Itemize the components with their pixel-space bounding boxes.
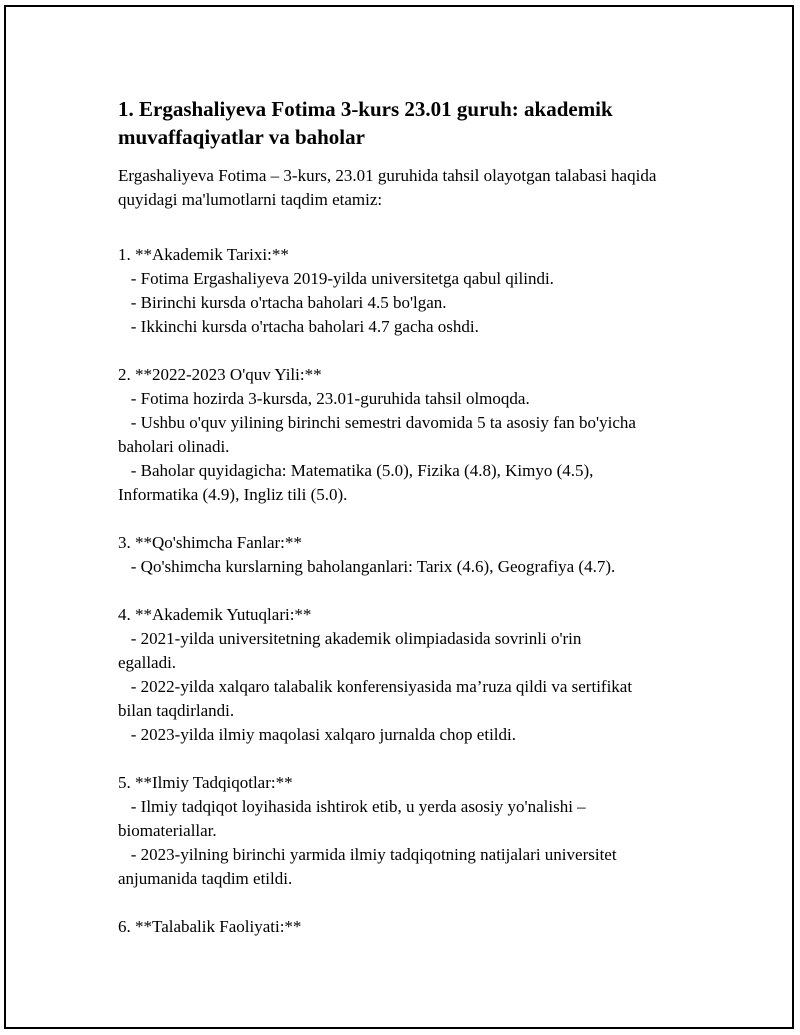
list-item: - Ushbu o'quv yilining birinchi semestri davomida 5 ta asosiy fan bo'yicha [118, 413, 636, 432]
list-item-continuation: Informatika (4.9), Ingliz tili (5.0). [118, 485, 348, 504]
list-item-continuation: anjumanida taqdim etildi. [118, 869, 293, 888]
list-item-continuation: bilan taqdirlandi. [118, 701, 235, 720]
list-item: - 2021-yilda universitetning akademik olimpiadasida sovrinli o'rin [118, 629, 582, 648]
list-item-continuation: biomateriallar. [118, 821, 217, 840]
list-item: - 2023-yilda ilmiy maqolasi xalqaro jurnalda chop etildi. [118, 725, 516, 744]
section-heading-qoshimcha-fanlar: 3. **Qo'shimcha Fanlar:** [118, 533, 302, 552]
section-heading-akademik-yutuqlari: 4. **Akademik Yutuqlari:** [118, 605, 312, 624]
section-heading-oquv-yili: 2. **2022-2023 O'quv Yili:** [118, 365, 322, 384]
list-item: - Ikkinchi kursda o'rtacha baholari 4.7 gacha oshdi. [118, 317, 479, 336]
section-heading-ilmiy-tadqiqotlar: 5. **Ilmiy Tadqiqotlar:** [118, 773, 293, 792]
list-item: - Ilmiy tadqiqot loyihasida ishtirok etib, u yerda asosiy yo'nalishi – [118, 797, 586, 816]
section-heading-talabalik-faoliyati: 6. **Talabalik Faoliyati:** [118, 917, 302, 936]
document-title: 1. Ergashaliyeva Fotima 3-kurs 23.01 guruh: akademik muvaffaqiyatlar va baholar [118, 97, 613, 149]
intro-paragraph: Ergashaliyeva Fotima – 3-kurs, 23.01 guruhida tahsil olayotgan talabasi haqida quyidagi ma'lumotlarni taqdim etamiz: [118, 166, 661, 209]
list-item: - Birinchi kursda o'rtacha baholari 4.5 bo'lgan. [118, 293, 447, 312]
list-item: - 2023-yilning birinchi yarmida ilmiy tadqiqotning natijalari universitet [118, 845, 617, 864]
list-item: - Qo'shimcha kurslarning baholanganlari: Tarix (4.6), Geografiya (4.7). [118, 557, 616, 576]
list-item: - Baholar quyidagicha: Matematika (5.0), Fizika (4.8), Kimyo (4.5), [118, 461, 594, 480]
list-item: - Fotima hozirda 3-kursda, 23.01-guruhida tahsil olmoqda. [118, 389, 530, 408]
list-item: - Fotima Ergashaliyeva 2019-yilda universitetga qabul qilindi. [118, 269, 554, 288]
list-item: - 2022-yilda xalqaro talabalik konferensiyasida ma’ruza qildi va sertifikat [118, 677, 633, 696]
section-heading-akademik-tarixi: 1. **Akademik Tarixi:** [118, 245, 289, 264]
list-item-continuation: egalladi. [118, 653, 177, 672]
document-page [4, 5, 794, 1029]
list-item-continuation: baholari olinadi. [118, 437, 230, 456]
